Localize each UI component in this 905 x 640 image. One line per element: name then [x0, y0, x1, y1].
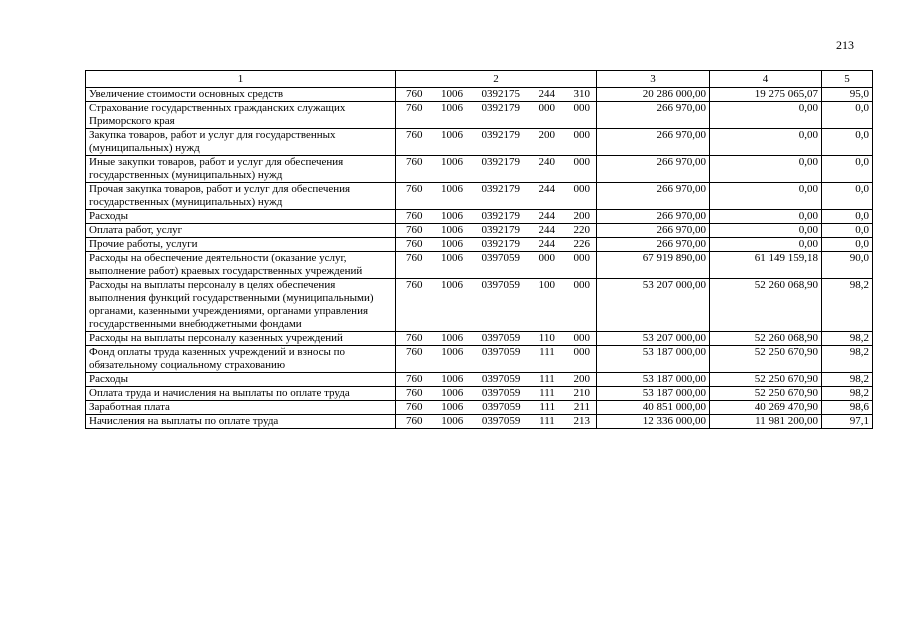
row-plan: 53 187 000,00 [597, 387, 710, 401]
row-percent: 0,0 [822, 238, 873, 252]
code-ministry: 760 [406, 373, 423, 385]
row-plan: 53 187 000,00 [597, 346, 710, 373]
code-target: 0392179 [481, 156, 520, 168]
column-header-percent: 5 [822, 71, 873, 88]
row-codes [396, 224, 597, 238]
row-fact: 19 275 065,07 [710, 88, 822, 102]
code-section: 1006 [441, 387, 464, 399]
table-row [86, 252, 873, 279]
code-kosgu: 213 [573, 415, 590, 427]
code-kosgu: 210 [573, 387, 590, 399]
code-expense-type: 244 [538, 88, 555, 100]
row-percent: 95,0 [822, 88, 873, 102]
code-section: 1006 [441, 252, 463, 264]
row-plan: 266 970,00 [597, 210, 710, 224]
table-row [86, 129, 873, 156]
table-row [86, 373, 873, 387]
row-fact: 52 250 670,90 [710, 373, 822, 387]
row-codes [396, 238, 597, 252]
code-ministry: 760 [406, 279, 423, 291]
row-percent: 97,1 [822, 415, 873, 429]
code-kosgu: 200 [573, 373, 590, 385]
row-name: Расходы на выплаты персоналу казенных учреждений [86, 332, 396, 346]
code-expense-type: 244 [538, 238, 555, 250]
row-name: Прочая закупка товаров, работ и услуг для обеспечения государственных (муниципальных) нужд [86, 183, 396, 210]
code-expense-type: 240 [538, 156, 555, 168]
row-plan: 266 970,00 [597, 183, 710, 210]
table-row [86, 224, 873, 238]
row-fact: 52 260 068,90 [710, 332, 822, 346]
table-row [86, 183, 873, 210]
row-plan: 67 919 890,00 [597, 252, 710, 279]
row-name: Закупка товаров, работ и услуг для государственных (муниципальных) нужд [86, 129, 396, 156]
code-target: 0397059 [481, 346, 521, 358]
row-name: Страхование государственных гражданских служащих Приморского края [86, 102, 396, 129]
code-section: 1006 [441, 210, 463, 222]
row-codes [396, 129, 597, 156]
code-target: 0397059 [481, 279, 520, 291]
code-ministry: 760 [406, 238, 423, 250]
row-percent: 98,2 [822, 387, 873, 401]
row-plan: 53 187 000,00 [597, 373, 710, 387]
row-name: Оплата труда и начисления на выплаты по оплате труда [86, 387, 396, 401]
row-plan: 20 286 000,00 [597, 88, 710, 102]
table-row [86, 210, 873, 224]
row-percent: 98,2 [822, 279, 873, 332]
code-section: 1006 [441, 224, 463, 236]
code-ministry: 760 [406, 332, 423, 344]
code-section: 1006 [441, 129, 463, 141]
table-header-row [86, 71, 873, 88]
code-expense-type: 111 [539, 401, 556, 413]
row-fact: 0,00 [710, 210, 822, 224]
row-fact: 0,00 [710, 156, 822, 183]
row-plan: 266 970,00 [597, 102, 710, 129]
code-expense-type: 111 [539, 387, 555, 399]
code-section: 1006 [441, 332, 464, 344]
row-fact: 0,00 [710, 224, 822, 238]
code-expense-type: 244 [538, 224, 555, 236]
row-fact: 0,00 [710, 183, 822, 210]
row-fact: 52 250 670,90 [710, 387, 822, 401]
table-row [86, 238, 873, 252]
code-expense-type: 200 [538, 129, 555, 141]
code-section: 1006 [441, 183, 463, 195]
column-header-codes: 2 [396, 71, 597, 88]
code-ministry: 760 [406, 252, 423, 264]
table-row [86, 102, 873, 129]
code-kosgu: 000 [573, 156, 590, 168]
row-plan: 40 851 000,00 [597, 401, 710, 415]
row-name: Фонд оплаты труда казенных учреждений и взносы по обязательному социальному страхованию [86, 346, 396, 373]
code-target: 0392179 [481, 238, 520, 250]
table-row [86, 332, 873, 346]
page-number: 213 [836, 38, 854, 52]
code-kosgu: 000 [573, 129, 590, 141]
table-row [86, 156, 873, 183]
row-percent: 98,2 [822, 346, 873, 373]
row-fact: 0,00 [710, 129, 822, 156]
code-target: 0397059 [481, 332, 521, 344]
row-fact: 11 981 200,00 [710, 415, 822, 429]
row-name: Иные закупки товаров, работ и услуг для обеспечения государственных (муниципальных) нужд [86, 156, 396, 183]
row-percent: 0,0 [822, 129, 873, 156]
code-section: 1006 [441, 238, 463, 250]
row-percent: 0,0 [822, 102, 873, 129]
row-codes [396, 279, 597, 332]
row-percent: 0,0 [822, 156, 873, 183]
code-expense-type: 000 [538, 102, 555, 114]
code-ministry: 760 [406, 415, 423, 427]
code-section: 1006 [441, 401, 464, 413]
code-kosgu: 000 [573, 332, 590, 344]
table-row [86, 401, 873, 415]
code-expense-type: 000 [538, 252, 555, 264]
code-section: 1006 [441, 102, 463, 114]
code-kosgu: 200 [573, 210, 590, 222]
code-kosgu: 000 [573, 102, 590, 114]
row-codes [396, 102, 597, 129]
code-target: 0392179 [481, 129, 520, 141]
row-name: Оплата работ, услуг [86, 224, 396, 238]
code-section: 1006 [441, 156, 463, 168]
code-expense-type: 111 [539, 415, 555, 427]
row-name: Расходы [86, 210, 396, 224]
table-body [86, 88, 873, 429]
row-codes [396, 183, 597, 210]
code-ministry: 760 [406, 102, 423, 114]
row-plan: 266 970,00 [597, 238, 710, 252]
code-kosgu: 211 [573, 401, 590, 413]
code-target: 0397059 [482, 401, 521, 413]
code-target: 0397059 [481, 373, 521, 385]
code-ministry: 760 [406, 210, 423, 222]
table-row [86, 279, 873, 332]
code-expense-type: 110 [538, 332, 555, 344]
row-fact: 0,00 [710, 102, 822, 129]
row-fact: 61 149 159,18 [710, 252, 822, 279]
code-kosgu: 000 [573, 279, 590, 291]
code-section: 1006 [441, 88, 463, 100]
code-expense-type: 100 [538, 279, 555, 291]
code-kosgu: 000 [573, 346, 590, 358]
code-ministry: 760 [406, 183, 423, 195]
code-ministry: 760 [406, 156, 423, 168]
code-target: 0397059 [481, 387, 521, 399]
code-kosgu: 000 [573, 183, 590, 195]
code-target: 0392179 [481, 183, 520, 195]
row-percent: 0,0 [822, 183, 873, 210]
code-target: 0392179 [481, 210, 520, 222]
row-percent: 90,0 [822, 252, 873, 279]
code-expense-type: 111 [539, 373, 555, 385]
row-codes [396, 156, 597, 183]
code-section: 1006 [441, 279, 463, 291]
code-target: 0392179 [481, 102, 520, 114]
code-expense-type: 244 [538, 183, 555, 195]
row-fact: 52 250 670,90 [710, 346, 822, 373]
row-codes [396, 210, 597, 224]
row-plan: 53 207 000,00 [597, 279, 710, 332]
column-header-name: 1 [86, 71, 396, 88]
row-plan: 266 970,00 [597, 129, 710, 156]
code-section: 1006 [441, 373, 464, 385]
row-codes [396, 401, 597, 415]
code-expense-type: 244 [538, 210, 555, 222]
row-name: Заработная плата [86, 401, 396, 415]
row-name: Расходы [86, 373, 396, 387]
row-percent: 98,6 [822, 401, 873, 415]
row-plan: 266 970,00 [597, 224, 710, 238]
row-percent: 98,2 [822, 332, 873, 346]
code-kosgu: 220 [573, 224, 590, 236]
code-ministry: 760 [406, 387, 423, 399]
code-target: 0392175 [481, 88, 520, 100]
row-name: Прочие работы, услуги [86, 238, 396, 252]
code-ministry: 760 [406, 224, 423, 236]
row-plan: 266 970,00 [597, 156, 710, 183]
table-row [86, 387, 873, 401]
column-header-plan: 3 [597, 71, 710, 88]
code-kosgu: 226 [573, 238, 590, 250]
row-name: Расходы на выплаты персоналу в целях обеспечения выполнения функций государственными (муниципальными) органами, казенными учреждениями, органами управления государственными внебюджетными фондами [86, 279, 396, 332]
budget-execution-table [85, 70, 873, 429]
code-kosgu: 000 [573, 252, 590, 264]
code-ministry: 760 [406, 346, 423, 358]
code-ministry: 760 [406, 401, 423, 413]
row-fact: 52 260 068,90 [710, 279, 822, 332]
code-ministry: 760 [406, 129, 423, 141]
code-target: 0397059 [481, 415, 521, 427]
row-codes [396, 332, 597, 346]
row-fact: 0,00 [710, 238, 822, 252]
table-row [86, 88, 873, 102]
row-name: Расходы на обеспечение деятельности (оказание услуг, выполнение работ) краевых государственных учреждений [86, 252, 396, 279]
row-codes [396, 373, 597, 387]
code-expense-type: 111 [539, 346, 555, 358]
table-row [86, 346, 873, 373]
code-target: 0392179 [481, 224, 520, 236]
row-percent: 0,0 [822, 224, 873, 238]
code-target: 0397059 [481, 252, 520, 264]
row-name: Начисления на выплаты по оплате труда [86, 415, 396, 429]
row-plan: 53 207 000,00 [597, 332, 710, 346]
row-percent: 98,2 [822, 373, 873, 387]
column-header-fact: 4 [710, 71, 822, 88]
row-codes [396, 88, 597, 102]
row-percent: 0,0 [822, 210, 873, 224]
row-codes [396, 252, 597, 279]
row-fact: 40 269 470,90 [710, 401, 822, 415]
table-row [86, 415, 873, 429]
row-plan: 12 336 000,00 [597, 415, 710, 429]
code-ministry: 760 [406, 88, 423, 100]
code-section: 1006 [441, 346, 464, 358]
row-codes [396, 387, 597, 401]
code-kosgu: 310 [573, 88, 590, 100]
row-codes [396, 415, 597, 429]
row-codes [396, 346, 597, 373]
code-section: 1006 [441, 415, 464, 427]
row-name: Увеличение стоимости основных средств [86, 88, 396, 102]
